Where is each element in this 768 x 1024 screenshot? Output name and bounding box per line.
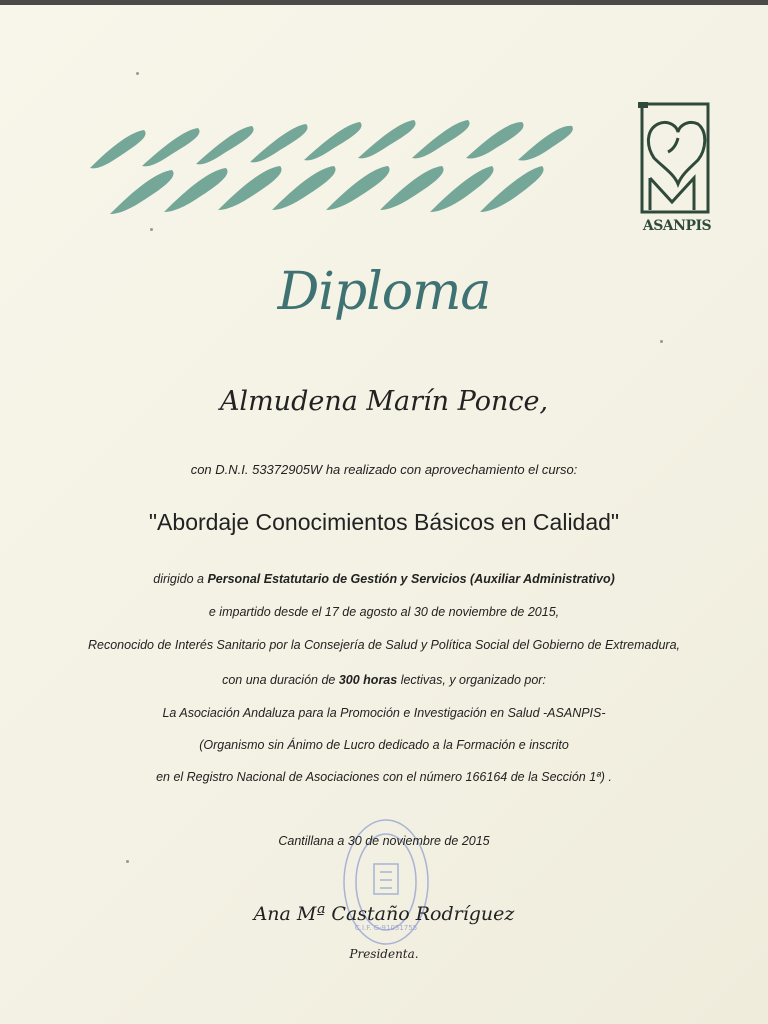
asanpis-logo-graphic xyxy=(632,98,722,218)
body-line-registry: en el Registro Nacional de Asociaciones con el número 166164 de la Sección 1ª) . xyxy=(156,770,612,784)
asanpis-logo xyxy=(632,98,722,248)
body-line-duration-suffix: lectivas, y organizado por: xyxy=(397,673,546,687)
asanpis-logo-text: ASANPIS xyxy=(642,218,712,234)
body-line-audience-bold: Personal Estatutario de Gestión y Servicios (Auxiliar Administrativo) xyxy=(207,572,615,586)
body-line-duration xyxy=(0,673,768,687)
body-line-dates: e impartido desde el 17 de agosto al 30 de noviembre de 2015, xyxy=(208,605,560,619)
signature-name: Ana Mª Castaño Rodríguez xyxy=(253,903,515,925)
body-line-duration-prefix: con una duración de xyxy=(222,673,339,687)
body-line-audience-prefix: dirigido a xyxy=(153,572,208,586)
recipient-name: Almudena Marín Ponce, xyxy=(219,386,549,417)
signature-role: Presidenta. xyxy=(349,947,419,961)
scan-speck xyxy=(126,860,129,863)
scan-speck xyxy=(150,228,153,231)
body-line-organizer: La Asociación Andaluza para la Promoción e Investigación en Salud -ASANPIS- xyxy=(162,706,606,720)
body-line-audience xyxy=(0,572,768,586)
dni-line: con D.N.I. 53372905W ha realizado con aprovechamiento el curso: xyxy=(190,462,578,477)
diploma-title: Diploma xyxy=(277,262,491,322)
stamp-cif-text: C.I.F. G-91051755 xyxy=(354,924,418,932)
body-line-duration-hours: 300 horas xyxy=(338,673,398,687)
scan-speck xyxy=(136,72,139,75)
brush-stroke-decoration xyxy=(80,118,580,218)
body-line-organism: (Organismo sin Ánimo de Lucro dedicado a la Formación e inscrito xyxy=(199,738,569,752)
place-date: Cantillana a 30 de noviembre de 2015 xyxy=(278,834,490,848)
scan-speck xyxy=(660,340,663,343)
body-line-recognition: Reconocido de Interés Sanitario por la Consejería de Salud y Política Social del Gobierno de Extremadura, xyxy=(87,638,680,652)
course-title: "Abordaje Conocimientos Básicos en Calidad" xyxy=(148,509,620,535)
